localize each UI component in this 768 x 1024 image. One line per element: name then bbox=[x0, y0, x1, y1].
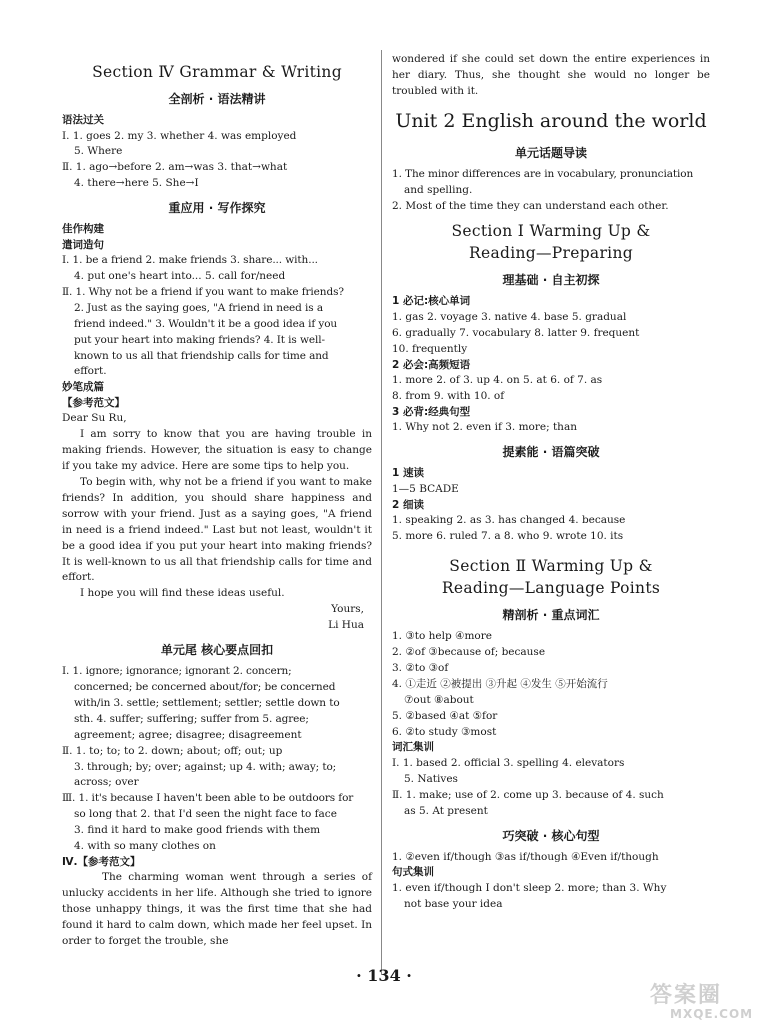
answer-line: 1. The minor differences are in vocabulary, pronunciation bbox=[392, 167, 694, 180]
answer-line: so long that 2. that I'd seen the night face to face bbox=[74, 808, 337, 821]
right-column bbox=[392, 52, 710, 913]
ref-heading: Ⅳ.【参考范文】 bbox=[62, 855, 141, 868]
answer-line: Ⅲ. 1. it's because I haven't been able to be outdoors for bbox=[62, 792, 354, 805]
answer-line: 1. Why not 2. even if 3. more; than bbox=[392, 421, 577, 434]
answer-line: concerned; be concerned about/for; be concerned bbox=[74, 680, 336, 693]
answer-line: 8. from 9. with 10. of bbox=[392, 390, 505, 403]
sub-heading: 1 速读 bbox=[392, 467, 424, 480]
answer-line: 4. there→here 5. She→I bbox=[74, 177, 199, 190]
answer-line: 5. Where bbox=[74, 145, 123, 158]
sub-heading: 2 必会:高频短语 bbox=[392, 358, 471, 371]
letter-paragraph: I am sorry to know that you are having trouble in making friends. However, the situation is easy to change if you take my advice. Here are some tips to help you. bbox=[62, 428, 372, 473]
answer-line: sth. 4. suffer; suffering; suffer from 5. agree; bbox=[74, 712, 309, 725]
unit-title: Unit 2 English around the world bbox=[395, 109, 707, 132]
band-heading: 提素能 · 语篇突破 bbox=[502, 445, 600, 460]
answer-line: 5. Natives bbox=[404, 772, 458, 785]
letter-closing: Yours, bbox=[331, 603, 364, 616]
left-column bbox=[62, 55, 372, 950]
answer-line: across; over bbox=[74, 776, 139, 789]
answer-line: 1—5 BCADE bbox=[392, 482, 459, 495]
band-heading: 精剖析 · 重点词汇 bbox=[502, 608, 600, 623]
answer-line: 3. through; by; over; against; up 4. with; away; to; bbox=[74, 760, 337, 773]
sub-heading: 妙笔成篇 bbox=[62, 381, 104, 394]
column-divider bbox=[381, 50, 382, 975]
answer-line: known to us all that friendship calls for time and bbox=[74, 349, 329, 362]
watermark-logo bbox=[650, 985, 768, 1021]
answer-line: Ⅱ. 1. Why not be a friend if you want to make friends? bbox=[62, 285, 344, 298]
answer-line: as 5. At present bbox=[404, 804, 488, 817]
essay-continuation: wondered if she could set down the entire experiences in her diary. Thus, she thought she would no longer be troubled with it. bbox=[392, 53, 710, 97]
answer-line: 2. Just as the saying goes, "A friend in need is a bbox=[74, 301, 323, 314]
answer-line: agreement; agree; disagree; disagreement bbox=[74, 728, 302, 741]
answer-line: 5. more 6. ruled 7. a 8. who 9. wrote 10. its bbox=[392, 530, 624, 543]
ref-heading: 【参考范文】 bbox=[62, 396, 125, 409]
sub-heading: 2 细读 bbox=[392, 498, 424, 511]
sub-heading: 词汇集训 bbox=[392, 741, 434, 754]
answer-line: effort. bbox=[74, 365, 107, 378]
answer-line: 6. ②to study ③most bbox=[392, 725, 497, 738]
band-heading: 单元尾 核心要点回扣 bbox=[160, 643, 274, 658]
section-title: Section Ⅳ Grammar & Writing bbox=[92, 63, 342, 81]
answer-line: 3. ②to ③of bbox=[392, 661, 449, 674]
sub-heading: 语法过关 bbox=[62, 114, 104, 126]
answer-line: Ⅱ. 1. to; to; to 2. down; about; off; out; up bbox=[62, 744, 283, 757]
answer-line: friend indeed." 3. Wouldn't it be a good idea if you bbox=[74, 317, 338, 330]
answer-line: put your heart into making friends? 4. It is well- bbox=[74, 333, 325, 346]
sub-heading: 佳作构建 bbox=[62, 223, 104, 236]
answer-line: with/in 3. settle; settlement; settler; settle down to bbox=[74, 696, 340, 709]
answer-line: not base your idea bbox=[404, 897, 503, 910]
answer-line: 1. ③to help ④more bbox=[392, 630, 492, 643]
answer-line: 4. ①走近 ②被提出 ③升起 ④发生 ⑤开始流行 bbox=[392, 677, 608, 690]
sub-heading: 遣词造句 bbox=[62, 238, 104, 251]
watermark-site: MXQE.COM bbox=[670, 1007, 754, 1021]
answer-line: Ⅰ. 1. based 2. official 3. spelling 4. elevators bbox=[392, 756, 625, 769]
essay-paragraph: The charming woman went through a series of unlucky accidents in her life. Although she tried to ignore those unhappy things, it was the first time that she had found it hard to calm down, which made her feel upset. In order to forget the trouble, she bbox=[62, 871, 372, 948]
sub-heading: 1 必记:核心单词 bbox=[392, 295, 471, 308]
section-subtitle: Reading—Language Points bbox=[441, 579, 661, 598]
answer-line: ⑦out ⑧about bbox=[404, 693, 474, 706]
answer-line: Ⅰ. 1. ignore; ignorance; ignorant 2. concern; bbox=[62, 665, 292, 678]
letter-signature: Li Hua bbox=[328, 619, 364, 632]
answer-line: and spelling. bbox=[404, 183, 473, 196]
letter-paragraph: I hope you will find these ideas useful. bbox=[80, 587, 285, 600]
answer-line: 6. gradually 7. vocabulary 8. latter 9. frequent bbox=[392, 326, 640, 339]
band-heading: 理基础 · 自主初探 bbox=[502, 273, 600, 288]
answer-line: Ⅰ. 1. be a friend 2. make friends 3. share... with... bbox=[62, 254, 318, 267]
letter-salutation: Dear Su Ru, bbox=[62, 412, 127, 425]
answer-line: 1. speaking 2. as 3. has changed 4. because bbox=[392, 514, 626, 527]
answer-line: 10. frequently bbox=[392, 342, 468, 355]
page-number: · 134 · bbox=[356, 966, 412, 985]
letter-paragraph: To begin with, why not be a friend if you want to make friends? In addition, you should share happiness and sorrow with your friend. Just as a saying goes, "A friend in need is a friend indeed." Last but not least, wouldn't it be a good idea if you put your heart into making friends? It is well-known to us all that friendship calls for time and effort. bbox=[62, 476, 372, 584]
watermark-text: 答案圈 bbox=[650, 983, 723, 1008]
answer-line: Ⅱ. 1. ago→before 2. am→was 3. that→what bbox=[62, 161, 288, 174]
answer-line: 1. ②even if/though ③as if/though ④Even if/though bbox=[392, 850, 659, 863]
answer-line: 5. ②based ④at ⑤for bbox=[392, 709, 498, 722]
answer-line: 1. more 2. of 3. up 4. on 5. at 6. of 7. as bbox=[392, 374, 603, 387]
band-heading: 重应用 · 写作探究 bbox=[168, 201, 266, 216]
sub-heading: 句式集训 bbox=[392, 866, 434, 879]
answer-line: 4. put one's heart into... 5. call for/need bbox=[74, 270, 286, 283]
band-heading: 单元话题导读 bbox=[514, 145, 587, 160]
answer-line: 1. gas 2. voyage 3. native 4. base 5. gradual bbox=[392, 310, 627, 323]
band-heading: 全剖析 · 语法精讲 bbox=[168, 92, 266, 106]
answer-line: 3. find it hard to make good friends with them bbox=[74, 824, 321, 837]
answer-line: 4. with so many clothes on bbox=[74, 840, 216, 853]
section-title: Section Ⅰ Warming Up & bbox=[451, 222, 651, 241]
answer-line: 1. even if/though I don't sleep 2. more; than 3. Why bbox=[392, 881, 667, 894]
answer-line: Ⅰ. 1. goes 2. my 3. whether 4. was employed bbox=[62, 129, 297, 142]
answer-line: 2. ②of ③because of; because bbox=[392, 646, 546, 658]
section-title: Section Ⅱ Warming Up & bbox=[449, 557, 653, 576]
sub-heading: 3 必背:经典句型 bbox=[392, 405, 471, 418]
band-heading: 巧突破 · 核心句型 bbox=[502, 828, 600, 843]
answer-line: 2. Most of the time they can understand each other. bbox=[392, 199, 669, 212]
section-subtitle: Reading—Preparing bbox=[469, 244, 633, 263]
answer-line: Ⅱ. 1. make; use of 2. come up 3. because of 4. such bbox=[392, 788, 664, 801]
